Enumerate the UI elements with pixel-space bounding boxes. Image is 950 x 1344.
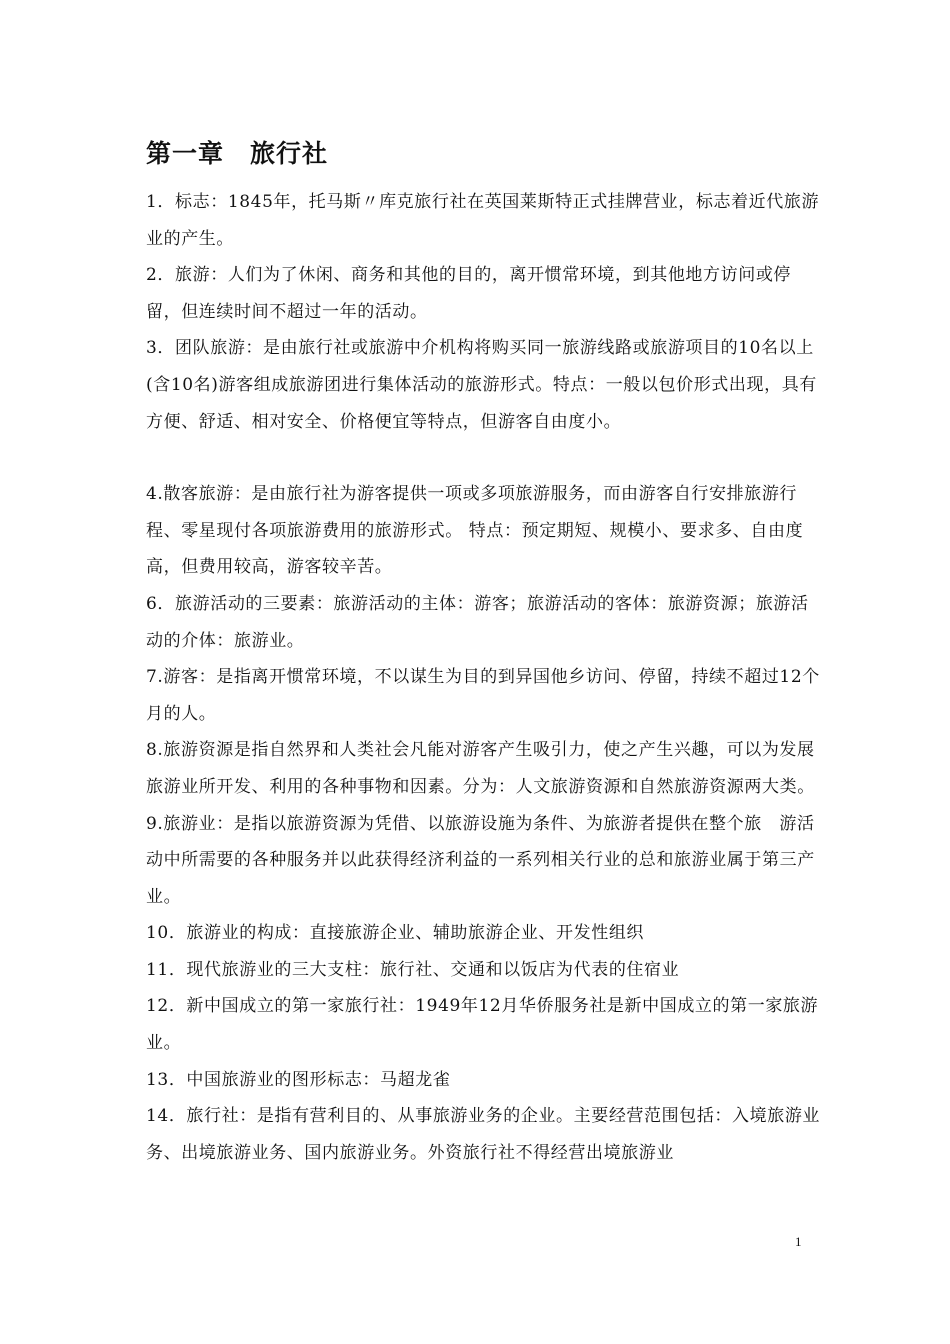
paragraph-12: 12．新中国成立的第一家旅行社：1949年12月华侨服务社是新中国成立的第一家旅游业。 <box>146 996 819 1054</box>
paragraph-1: 1．标志：1845年，托马斯〃库克旅行社在英国莱斯特正式挂牌营业，标志着近代旅游业的产生。 <box>146 192 820 249</box>
document-body <box>146 184 821 1171</box>
chapter-title: 第一章 旅行社 <box>146 139 329 168</box>
paragraph-4: 4.散客旅游：是由旅行社为游客提供一项或多项旅游服务，而由游客自行安排旅游行程、零星现付各项旅游费用的旅游形式。 特点：预定期短、规模小、要求多、自由度高，但费用较高，游客较辛苦。 <box>146 484 804 578</box>
paragraph-6: 6．旅游活动的三要素：旅游活动的主体：游客；旅游活动的客体：旅游资源；旅游活动的介体：旅游业。 <box>146 593 809 651</box>
paragraph-8: 8.旅游资源是指自然界和人类社会凡能对游客产生吸引力，使之产生兴趣，可以为发展旅游业所开发、利用的各种事物和因素。分为：人文旅游资源和自然旅游资源两大类。 <box>146 740 815 797</box>
paragraph-2: 2．旅游：人们为了休闲、商务和其他的目的，离开惯常环境，到其他地方访问或停留，但连续时间不超过一年的活动。 <box>146 265 792 322</box>
paragraph-14: 14．旅行社：是指有营利目的、从事旅游业务的企业。主要经营范围包括：入境旅游业务、出境旅游业务、国内旅游业务。外资旅行社不得经营出境旅游业 <box>146 1106 821 1163</box>
paragraph-9: 9.旅游业：是指以旅游资源为凭借、以旅游设施为条件、为旅游者提供在整个旅 游活动中所需要的各种服务并以此获得经济利益的一系列相关行业的总和旅游业属于第三产业。 <box>146 813 815 907</box>
paragraph-11: 11．现代旅游业的三大支柱：旅行社、交通和以饭店为代表的住宿业 <box>146 959 680 980</box>
paragraph-spacer <box>146 440 821 476</box>
paragraph-10: 10．旅游业的构成：直接旅游企业、辅助旅游企业、开发性组织 <box>146 923 645 944</box>
page-number: 1 <box>795 1234 802 1249</box>
paragraph-13: 13．中国旅游业的图形标志：马超龙雀 <box>146 1069 451 1090</box>
paragraph-3: 3．团队旅游：是由旅行社或旅游中介机构将购买同一旅游线路或旅游项目的10名以上(含10名)游客组成旅游团进行集体活动的旅游形式。特点：一般以包价形式出现，具有方便、舒适、相对安全、价格便宜等特点，但游客自由度小。 <box>146 338 817 432</box>
paragraph-7: 7.游客：是指离开惯常环境，不以谋生为目的到异国他乡访问、停留，持续不超过12个月的人。 <box>146 667 820 724</box>
